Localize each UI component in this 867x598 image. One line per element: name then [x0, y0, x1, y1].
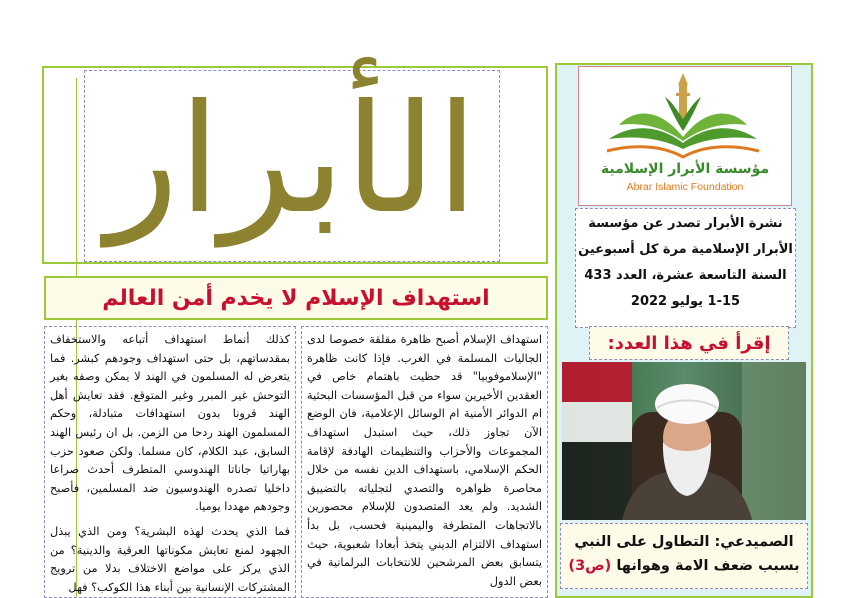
- article-paragraph: كذلك أنماط استهداف أتباعه والاستخفاف بمقدساتهم، بل حتى استهداف وجودهم كبشر. فما يتعرض له المسلمون في الهند لا يمكن وصفه بغير التوحش غير المبرر وغير المتوقع. فقد تعايش أهل الهند قرونا بدون استهدافات متبادلة، وحكم المسلمون الهند ردحا من الزمن. بل ان رئيس الهند السابق، عبد الكلام، كان مسلما. ولكن صعود حزب بهاراتيا جاناتا الهندوسي المتطرف أحدث صراعا داخليا تصدره الهندوسيون ضد المسلمين، فأصبح وجودهم مهددا يوميا.: [50, 333, 290, 514]
- issue-date: 1-15 يوليو 2022: [630, 294, 741, 309]
- photo-caption: [560, 523, 808, 589]
- foundation-logo: [578, 66, 792, 206]
- portrait-image-icon: [562, 362, 806, 520]
- logo-english-text: Abrar Islamic Foundation: [626, 181, 744, 193]
- article-column-right: [301, 326, 548, 598]
- masthead-title: الأبرار: [106, 73, 478, 247]
- article-column-left: [44, 326, 296, 598]
- headline-text: استهداف الإسلام لا يخدم أمن العالم: [102, 285, 490, 311]
- logo-arabic-text: مؤسسة الأبرار الإسلامية: [600, 161, 770, 177]
- article-paragraph: استهداف الإسلام أصبح ظاهرة مقلقة خصوصا لدى الجاليات المسلمة في الغرب. فإذا كانت ظاهرة "الإسلاموفوبيا" قد حظيت باهتمام خاص في العقدين الأخيرين سواء من قبل المؤسسات البحثية ام الدوائر الأمنية ام الوسائل الإعلامية، فان الوضع الآن تجاوز ذلك، حيث استبدل استهداف المجموعات والأحزاب والتنظيمات الهادفة لإقامة الحكم الإسلامي، باستهداف الدين نفسه من خلال محاصرة ظواهره والتصدي لتجلياته بالتضييق الشديد. ولم يعد المتصدون للإسلام محصورين بالاتجاهات المتطرفة واليمينية فحسب، بل بدأ استهداف الالتزام الديني يتخذ أبعادا شعبوية، حيث يتسابق بعض المرشحين للانتخابات البرلمانية في بعض الدول: [307, 333, 542, 588]
- cleric-photo: [562, 362, 806, 520]
- toc-title: إقرأ في هذا العدد:: [607, 332, 771, 354]
- page-reference: (ص3): [568, 558, 612, 574]
- issue-info-line: نشرة الأبرار تصدر عن مؤسسة: [588, 216, 783, 231]
- toc-header-box: [589, 326, 789, 360]
- issue-info-line: السنة التاسعة عشرة، العدد 433: [584, 268, 787, 283]
- issue-info-box: [575, 208, 796, 328]
- article-paragraph: فما الذي يحدث لهذه البشرية؟ ومن الذي يبذل الجهود لمنع تعايش مكوناتها العرقية والدينية؟ من الذي يركز على مواضع الاختلاف بدلا من ترويج المشتركات الإنسانية بين أبناء هذا الكوكب؟ فهل: [50, 524, 290, 594]
- caption-text: الصميدعي: التطاول على النبي بسبب ضعف الامة وهوانها: [574, 534, 800, 574]
- issue-info-line: الأبرار الإسلامية مرة كل أسبوعين: [578, 242, 793, 257]
- headline-box: [44, 276, 548, 320]
